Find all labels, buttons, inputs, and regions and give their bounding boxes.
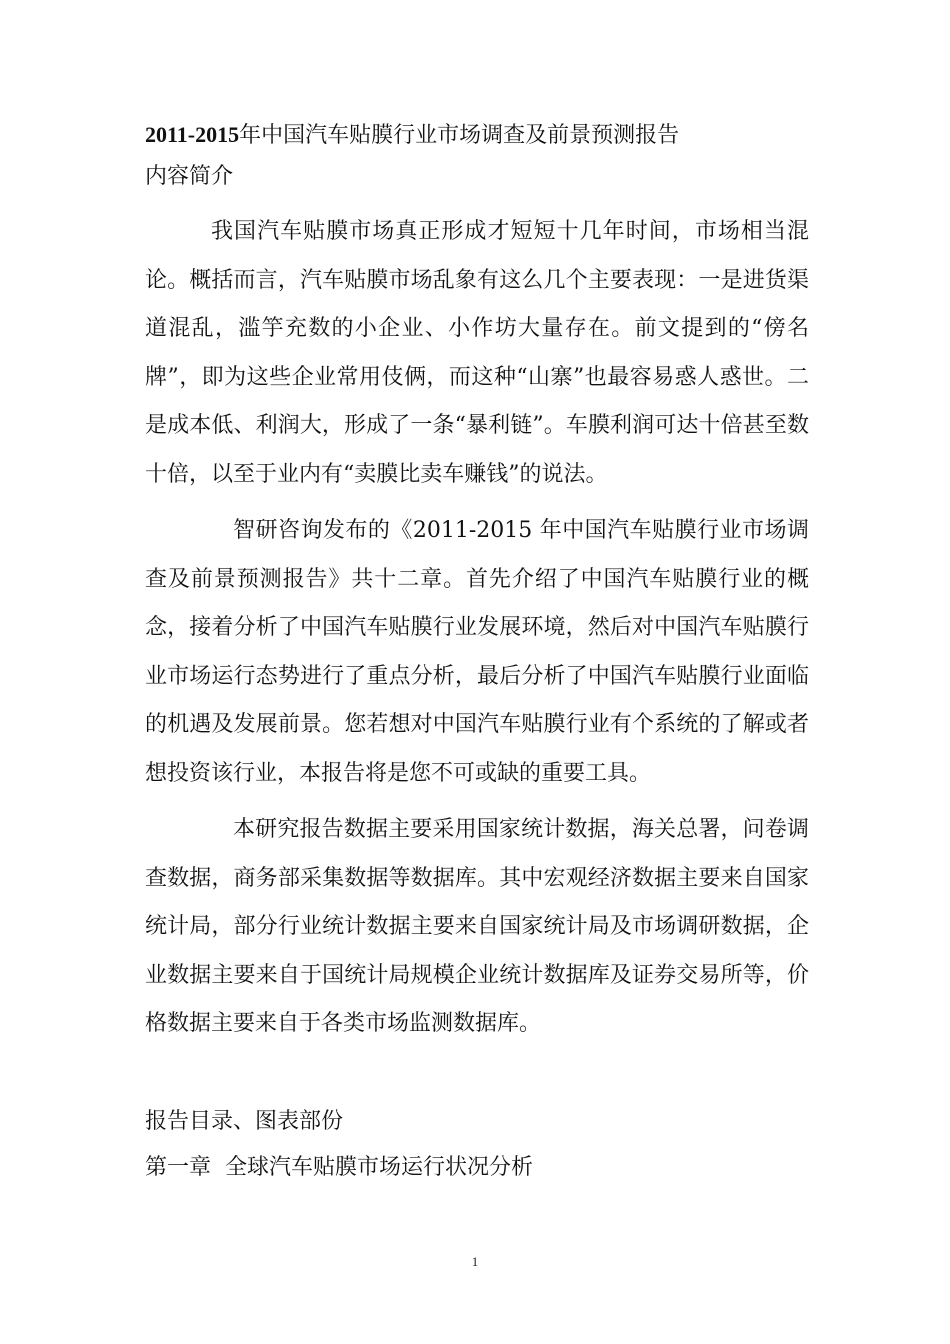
document-body xyxy=(145,118,809,1185)
document-title xyxy=(145,118,809,152)
toc-heading: 报告目录、图表部份 xyxy=(145,1108,344,1134)
intro-paragraph-1: 我国汽车贴膜市场真正形成才短短十几年时间，市场相当混论。概括而言，汽车贴膜市场乱象有这么几个主要表现：一是进货渠道混乱，滥竽充数的小企业、小作坊大量存在。前文提到的“傍名牌”，即为这些企业常用伎俩，而这种“山寨”也最容易惑人惑世。二是成本低、利润大，形成了一条“暴利链”。车膜利润可达十倍甚至数十倍，以至于业内有“卖膜比卖车赚钱”的说法。 xyxy=(145,219,809,487)
chapter-1-heading: 第一章 全球汽车贴膜市场运行状况分析 xyxy=(145,1154,533,1180)
title-text: 年中国汽车贴膜行业市场调查及前景预测报告 xyxy=(239,123,680,148)
page-number: 1 xyxy=(471,1254,479,1269)
title-year: 2011-2015 xyxy=(145,122,240,147)
intro-paragraph-3: 本研究报告数据主要采用国家统计数据，海关总署，问卷调查数据，商务部采集数据等数据库。其中宏观经济数据主要来自国家统计局，部分行业统计数据主要来自国家统计局及市场调研数据，企业数据主要来自于国统计局规模企业统计数据库及证券交易所等，价格数据主要来自于各类市场监测数据库。 xyxy=(145,817,809,1036)
intro-paragraph-2: 智研咨询发布的《2011-2015 年中国汽车贴膜行业市场调查及前景预测报告》共十二章。首先介绍了中国汽车贴膜行业的概念，接着分析了中国汽车贴膜行业发展环境，然后对中国汽车贴膜行业市场运行态势进行了重点分析，最后分析了中国汽车贴膜行业面临的机遇及发展前景。您若想对中国汽车贴膜行业有个系统的了解或者想投资该行业，本报告将是您不可或缺的重要工具。 xyxy=(145,518,809,786)
intro-heading: 内容简介 xyxy=(145,164,234,189)
